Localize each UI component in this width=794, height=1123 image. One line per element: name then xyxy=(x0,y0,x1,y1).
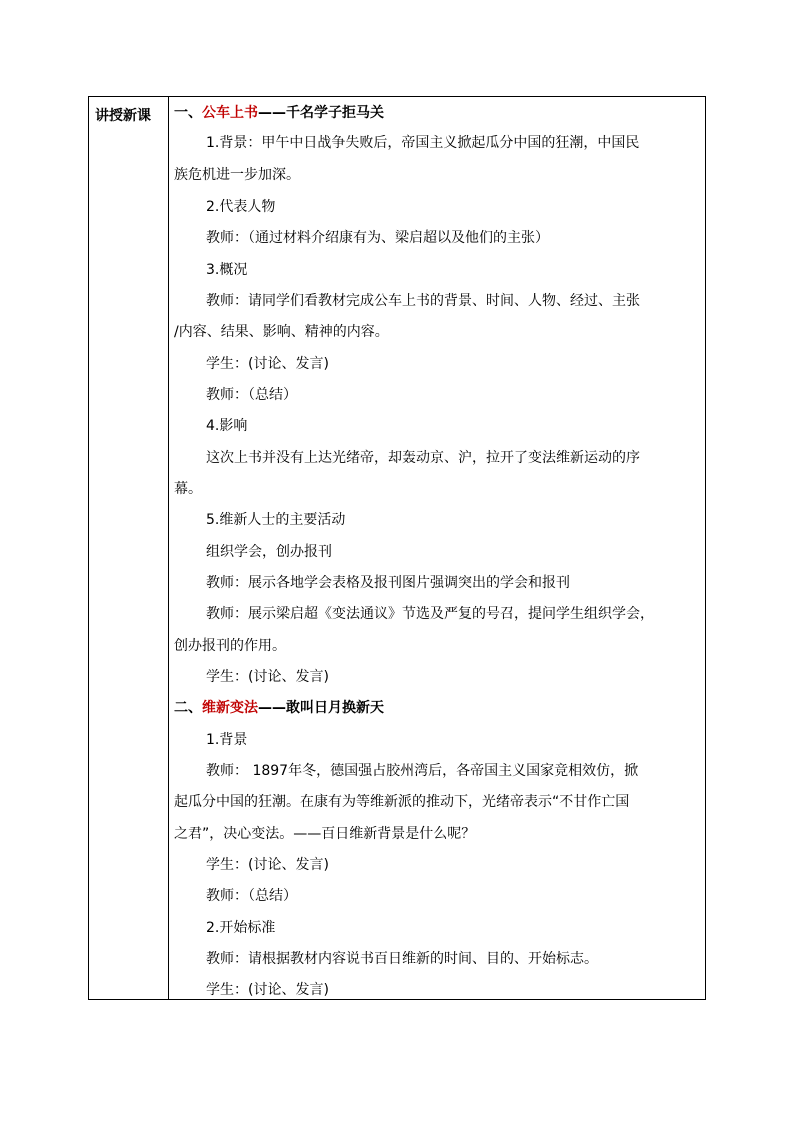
text-line: 教师：展示梁启超《变法通议》节选及严复的号召，提问学生组织学会， xyxy=(206,606,654,622)
text-line: /内容、结果、影响、精神的内容。 xyxy=(174,324,389,340)
text-line: 1.背景：甲午中日战争失败后，帝国主义掀起瓜分中国的狂潮，中国民 xyxy=(206,135,640,151)
text-line: 创办报刊的作用。 xyxy=(174,638,286,654)
section-prefix: 二、 xyxy=(174,700,202,716)
section-heading-1 xyxy=(174,103,384,123)
text-line: 学生：(讨论、发言) xyxy=(206,857,329,873)
text-line: 教师：请根据教材内容说书百日维新的时间、目的、开始标志。 xyxy=(206,951,598,967)
text-line: 起瓜分中国的狂潮。在康有为等维新派的推动下，光绪帝表示“不甘作亡国 xyxy=(174,794,630,810)
text-line: 这次上书并没有上达光绪帝，却轰动京、沪，拉开了变法维新运动的序 xyxy=(206,450,640,466)
subheading: 2.代表人物 xyxy=(206,199,276,215)
text-line: 之君”，决心变法。——百日维新背景是什么呢？ xyxy=(174,826,476,842)
column-divider xyxy=(168,97,169,999)
section-subtitle: ——千名学子拒马关 xyxy=(258,105,384,121)
subheading: 5.维新人士的主要活动 xyxy=(206,512,346,528)
text-line: 组织学会，创办报刊 xyxy=(206,544,332,560)
text-line: 幕。 xyxy=(174,481,202,497)
subheading: 1.背景 xyxy=(206,732,248,748)
text-line: 教师：展示各地学会表格及报刊图片强调突出的学会和报刊 xyxy=(206,575,570,591)
section-title: 维新变法 xyxy=(202,700,258,716)
text-line: 教师：（总结） xyxy=(206,888,297,904)
section-prefix: 一、 xyxy=(174,105,202,121)
section-title: 公车上书 xyxy=(202,105,258,121)
lesson-table xyxy=(88,96,706,1000)
text-line: 教师： 1897年冬，德国强占胶州湾后，各帝国主义国家竞相效仿，掀 xyxy=(206,763,639,779)
subheading: 2.开始标准 xyxy=(206,920,276,936)
text-line: 教师：请同学们看教材完成公车上书的背景、时间、人物、经过、主张 xyxy=(206,293,640,309)
text-line: 学生：(讨论、发言) xyxy=(206,982,329,998)
text-line: 教师：（总结） xyxy=(206,387,297,403)
subheading: 4.影响 xyxy=(206,418,248,434)
subheading: 3.概况 xyxy=(206,262,248,278)
section-subtitle: ——敢叫日月换新天 xyxy=(258,700,384,716)
text-line: 教师：（通过材料介绍康有为、梁启超以及他们的主张） xyxy=(206,230,549,246)
text-line: 族危机进一步加深。 xyxy=(174,167,300,183)
text-line: 学生：(讨论、发言) xyxy=(206,669,329,685)
section-heading-2 xyxy=(174,698,384,718)
row-label: 讲授新课 xyxy=(95,108,151,124)
text-line: 学生：(讨论、发言) xyxy=(206,356,329,372)
